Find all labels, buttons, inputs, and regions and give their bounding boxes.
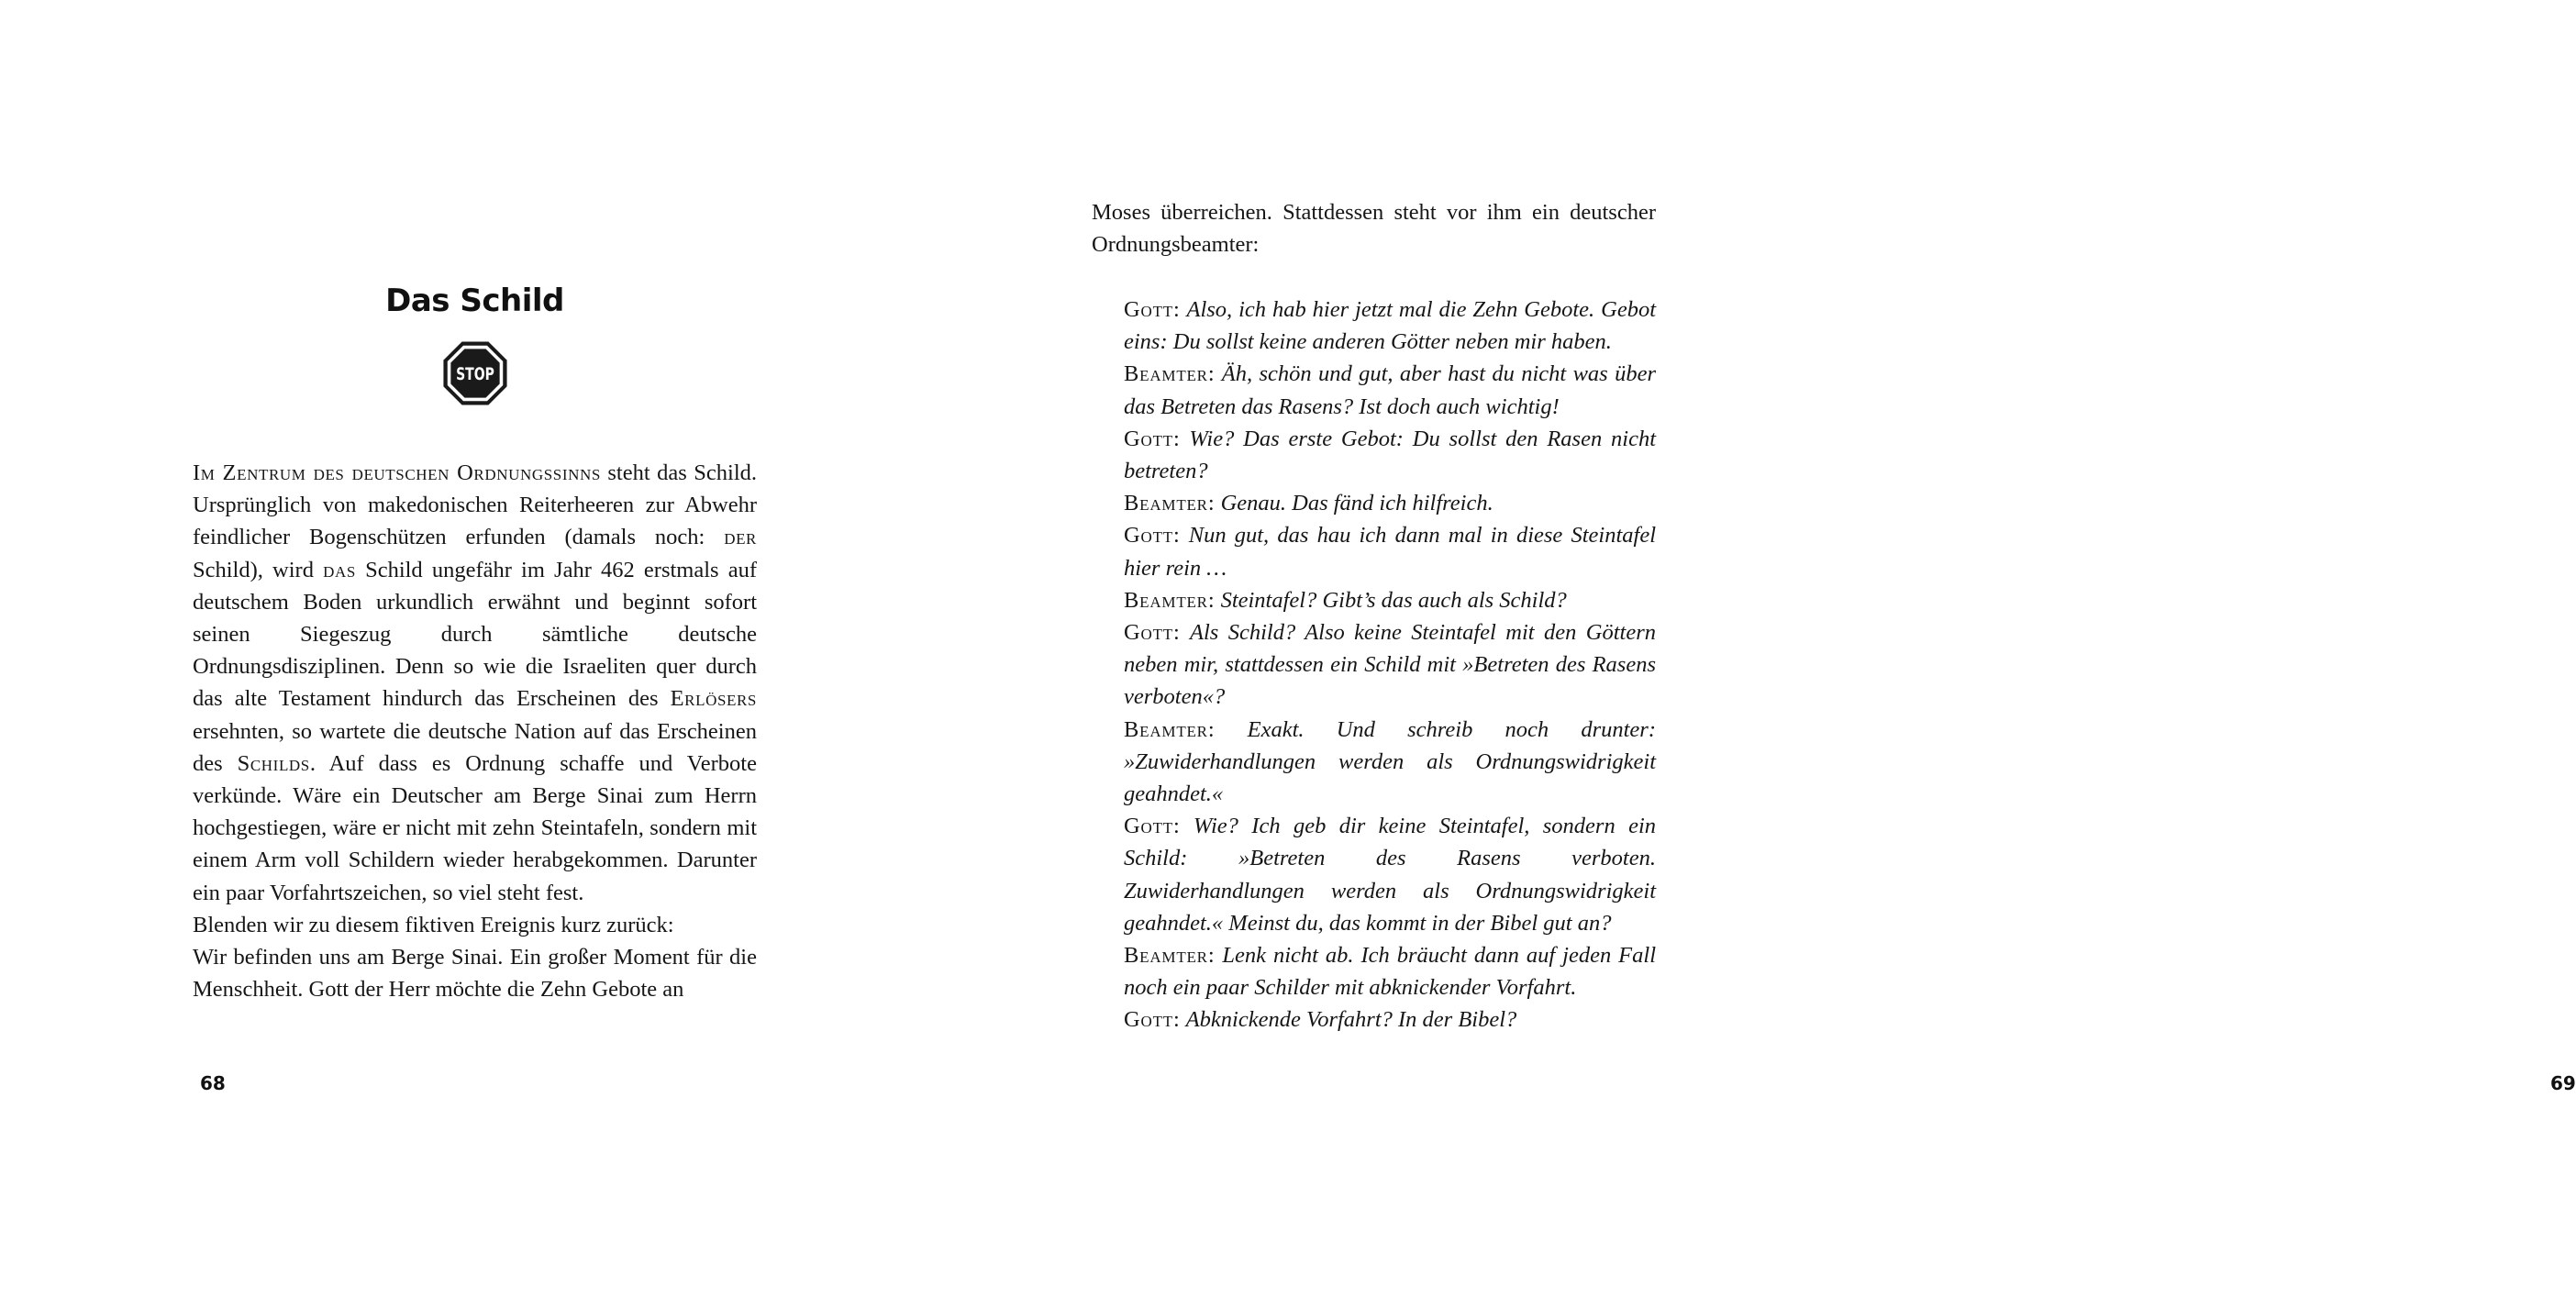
dialogue-line	[1124, 487, 1656, 519]
text-run: . Auf dass es Ordnung schaffe und Verbote verkünde. Wäre ein Deutscher am Berge Sinai zum Herrn hochgestiegen, wäre er nicht mit zehn Steintafeln, sondern mit einem Arm voll Schildern wieder herabgekommen. Darunter ein paar Vorfahrtszeichen, so viel steht fest.	[193, 750, 757, 905]
dialogue	[1124, 294, 1656, 1036]
dialogue-line	[1124, 519, 1656, 583]
right-page	[917, 0, 2576, 1297]
speech-text: Äh, schön und gut, aber hast du nicht was über das Betreten das Rasens? Ist doch auch wichtig!	[1124, 361, 1656, 419]
speaker-name: Gott:	[1124, 1007, 1181, 1033]
stop-sign-icon	[442, 340, 508, 406]
speaker-name: Gott:	[1124, 426, 1181, 451]
smallcaps-term: Schilds	[237, 750, 310, 776]
speech-text: Exakt. Und schreib noch drunter: »Zuwiderhandlungen werden als Ordnungswidrigkeit geahndet.«	[1124, 716, 1657, 807]
speaker-name: Beamter:	[1124, 361, 1216, 387]
dialogue-line	[1124, 810, 1656, 939]
page-number: 68	[200, 1072, 226, 1094]
smallcaps-term: Erlösers	[670, 686, 757, 712]
speech-text: Wie? Das erste Gebot: Du sollst den Rasen nicht betreten?	[1124, 426, 1657, 484]
paragraph: Wir befinden uns am Berge Sinai. Ein großer Moment für die Menschheit. Gott der Herr möchte die Zehn Gebote an	[193, 945, 757, 1003]
dialogue-line	[1124, 584, 1656, 616]
page-number: 69	[2550, 1072, 2576, 1094]
speaker-name: Beamter:	[1124, 943, 1216, 969]
speech-text: Als Schild? Also keine Steintafel mit den Göttern neben mir, stattdessen ein Schild mit »Betreten des Rasens verboten«?	[1124, 620, 1656, 710]
smallcaps-term: das	[323, 557, 356, 582]
text-run: ersehnten, so wartete die deutsche Nation auf das Erscheinen des	[193, 718, 757, 776]
lead-in-smallcaps: Im Zentrum des deutschen Ordnungssinns	[193, 460, 601, 485]
speaker-name: Gott:	[1124, 814, 1181, 839]
speech-text: Genau. Das fänd ich hilfreich.	[1220, 491, 1493, 516]
speech-text: Abknickende Vorfahrt? In der Bibel?	[1185, 1007, 1517, 1033]
speech-text: Steintafel? Gibt’s das auch als Schild?	[1220, 587, 1567, 613]
dialogue-line	[1124, 358, 1656, 422]
left-page	[0, 0, 917, 1297]
speaker-name: Beamter:	[1124, 587, 1216, 613]
paragraph: Blenden wir zu diesem fiktiven Ereignis kurz zurück:	[193, 912, 674, 937]
speech-text: Wie? Ich geb dir keine Steintafel, sondern ein Schild: »Betreten des Rasens verboten. Zuwiderhandlungen werden als Ordnungswidrigkeit geahndet.« Meinst du, das kommt in der Bibel gut an?	[1124, 814, 1656, 936]
paragraph-intro	[193, 457, 757, 909]
speech-text: Lenk nicht ab. Ich bräucht dann auf jeden Fall noch ein paar Schilder mit abknickender Vorfahrt.	[1124, 943, 1657, 1001]
chapter-body	[193, 457, 757, 1005]
speaker-name: Gott:	[1124, 297, 1181, 322]
dialogue-line	[1124, 616, 1656, 714]
text-run: Schild), wird	[193, 557, 324, 582]
speaker-name: Beamter:	[1124, 491, 1216, 516]
paragraph-continuation: Moses überreichen. Stattdessen steht vor ihm ein deutscher Ordnungsbeamter:	[1092, 200, 1656, 258]
chapter-title: Das Schild	[385, 283, 564, 319]
dialogue-line	[1124, 1003, 1656, 1036]
smallcaps-term: der	[724, 525, 757, 550]
dialogue-line	[1124, 294, 1656, 358]
text-run: steht das Schild. Ursprünglich von makedonischen Reiterheeren zur Abwehr feindlicher Bogenschützen erfunden (damals noch:	[193, 460, 758, 550]
speaker-name: Beamter:	[1124, 716, 1216, 742]
speech-text: Nun gut, das hau ich dann mal in diese Steintafel hier rein …	[1124, 523, 1657, 581]
dialogue-line	[1124, 939, 1656, 1003]
speech-text: Also, ich hab hier jetzt mal die Zehn Gebote. Gebot eins: Du sollst keine anderen Götter neben mir haben.	[1124, 297, 1656, 355]
dialogue-line	[1124, 423, 1656, 487]
speaker-name: Gott:	[1124, 523, 1181, 549]
text-run: Schild ungefähr im Jahr 462 erstmals auf deutschem Boden urkundlich erwähnt und beginnt sofort seinen Siegeszug durch sämtliche deutsche Ordnungsdisziplinen. Denn so wie die Israeliten quer durch das alte Testament hindurch das Erscheinen des	[193, 557, 757, 712]
speaker-name: Gott:	[1124, 620, 1181, 646]
dialogue-line	[1124, 714, 1656, 811]
stop-sign-label: STOP	[456, 365, 494, 385]
